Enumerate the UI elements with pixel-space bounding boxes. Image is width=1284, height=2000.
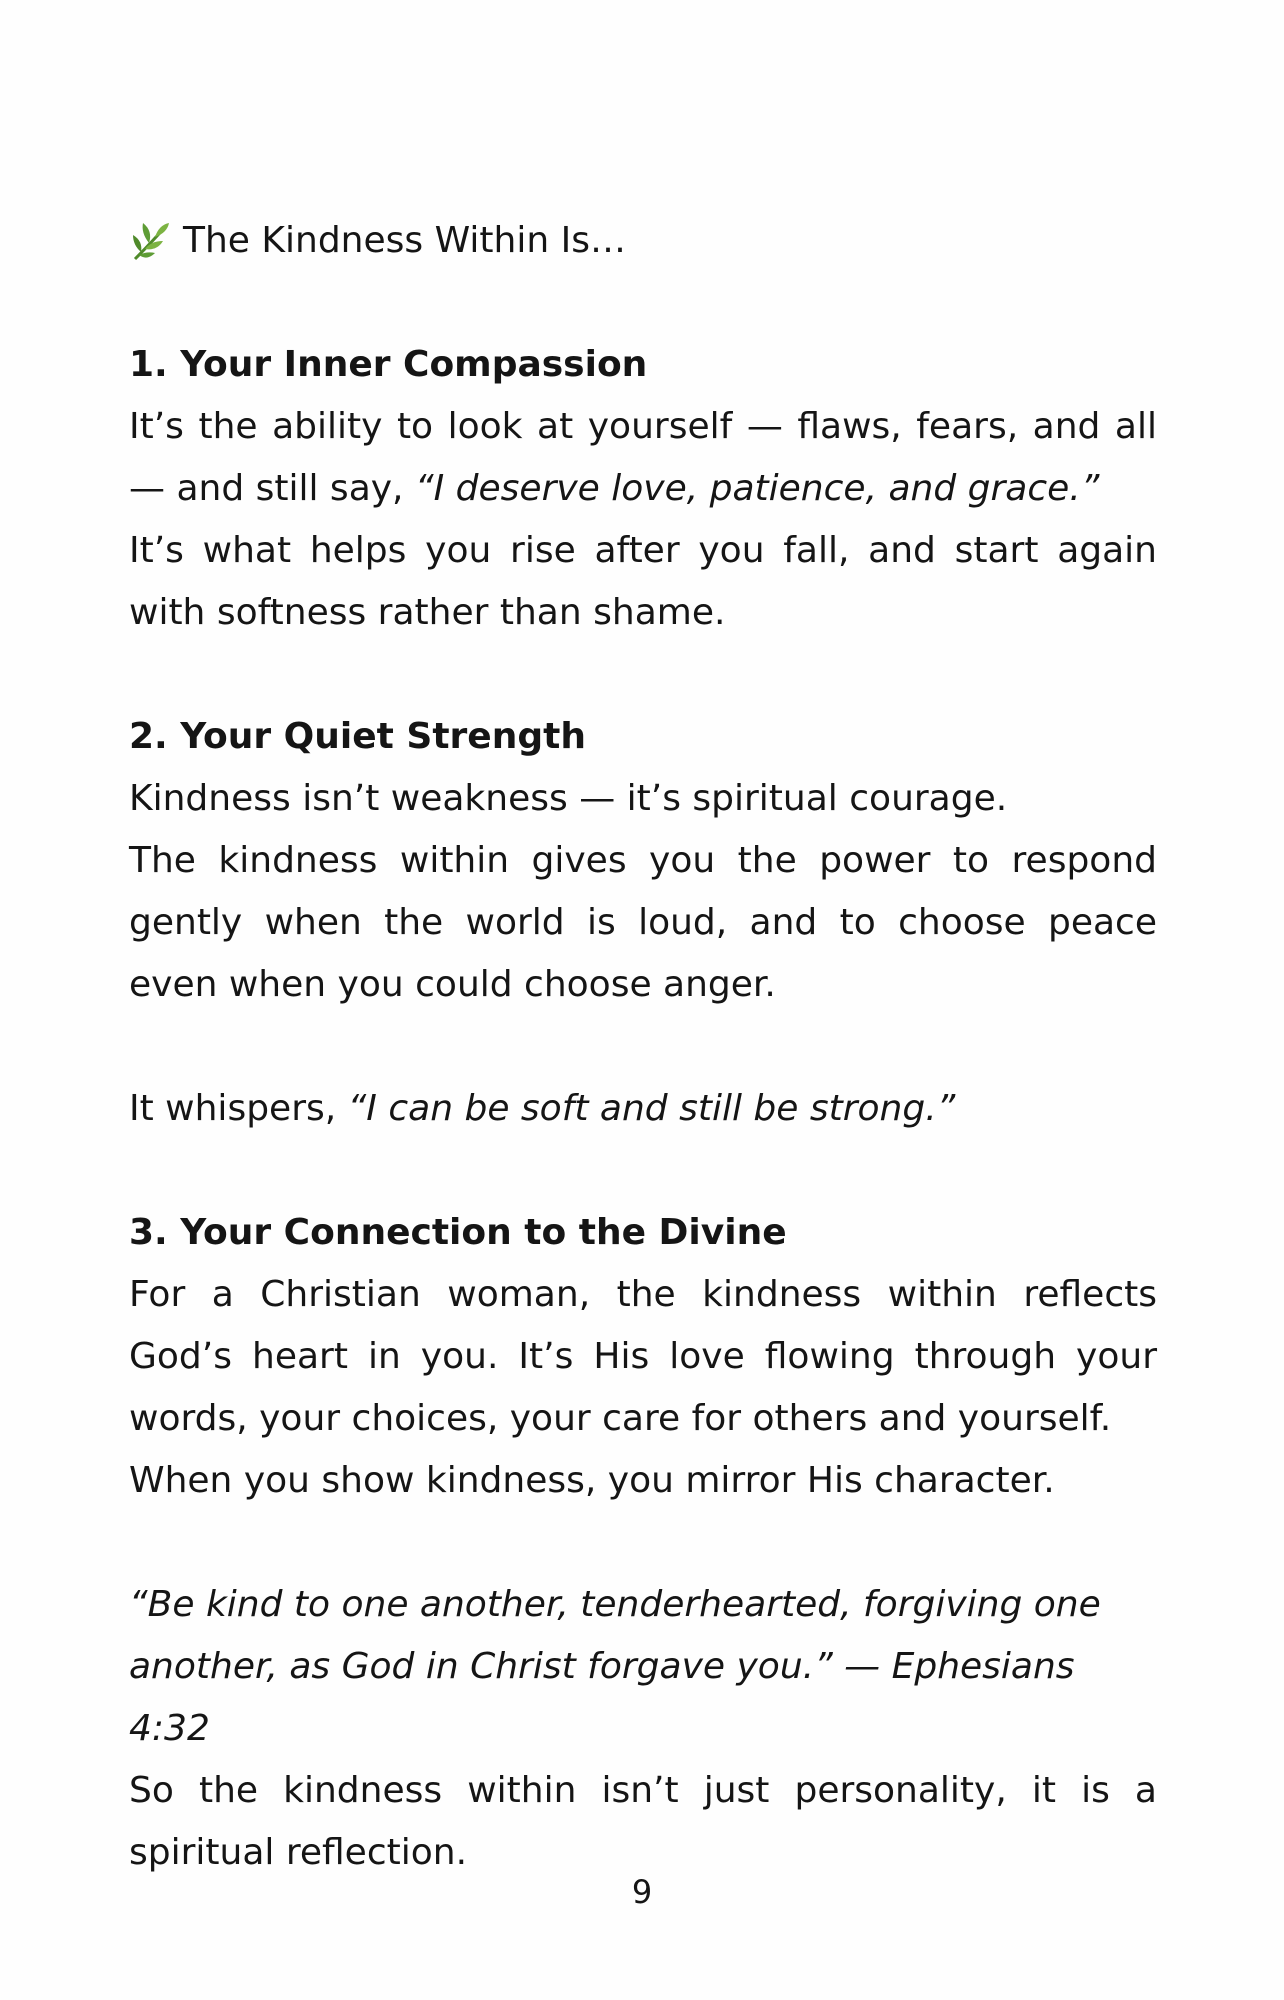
section-2-paragraph-2: The kindness within gives you the power to respond gently when the world is loud, and to choose peace even when you could choose anger.	[129, 840, 1157, 1005]
section-1-paragraph-1-text: It’s the ability to look at yourself — flaws, fears, and all — and still say,	[129, 406, 1157, 509]
intro-heading-text: The Kindness Within Is…	[183, 220, 626, 261]
section-2-whisper-text: It whispers,	[129, 1088, 348, 1129]
section-1-paragraph-2: It’s what helps you rise after you fall, and start again with softness rather than shame.	[129, 530, 1157, 633]
bible-verse: “Be kind to one another, tenderhearted, forgiving one another, as God in Christ forgave you.” — Ephesians 4:32	[129, 1584, 1101, 1749]
section-3-paragraph-3: So the kindness within isn’t just personality, it is a spiritual reflection.	[129, 1770, 1157, 1873]
section-3-paragraph-1: For a Christian woman, the kindness within reflects God’s heart in you. It’s His love flowing through your words, your choices, your care for others and yourself.	[129, 1274, 1157, 1439]
section-2-paragraph-1: Kindness isn’t weakness — it’s spiritual courage.	[129, 778, 1008, 819]
herb-leaf-icon	[129, 219, 173, 263]
section-1-title: 1. Your Inner Compassion	[129, 344, 648, 385]
section-2-quote: “I can be soft and still be strong.”	[347, 1088, 956, 1129]
section-1-paragraph-1	[129, 396, 1157, 520]
page-number: 9	[631, 1873, 653, 1911]
section-3-paragraph-2: When you show kindness, you mirror His character.	[129, 1460, 1055, 1501]
section-1-quote: “I deserve love, patience, and grace.”	[414, 468, 1100, 509]
section-3-title: 3. Your Connection to the Divine	[129, 1212, 787, 1253]
intro-heading	[129, 210, 1157, 272]
section-2-whisper	[129, 1078, 1157, 1140]
section-2-title: 2. Your Quiet Strength	[129, 716, 586, 757]
page-content	[129, 210, 1157, 1884]
